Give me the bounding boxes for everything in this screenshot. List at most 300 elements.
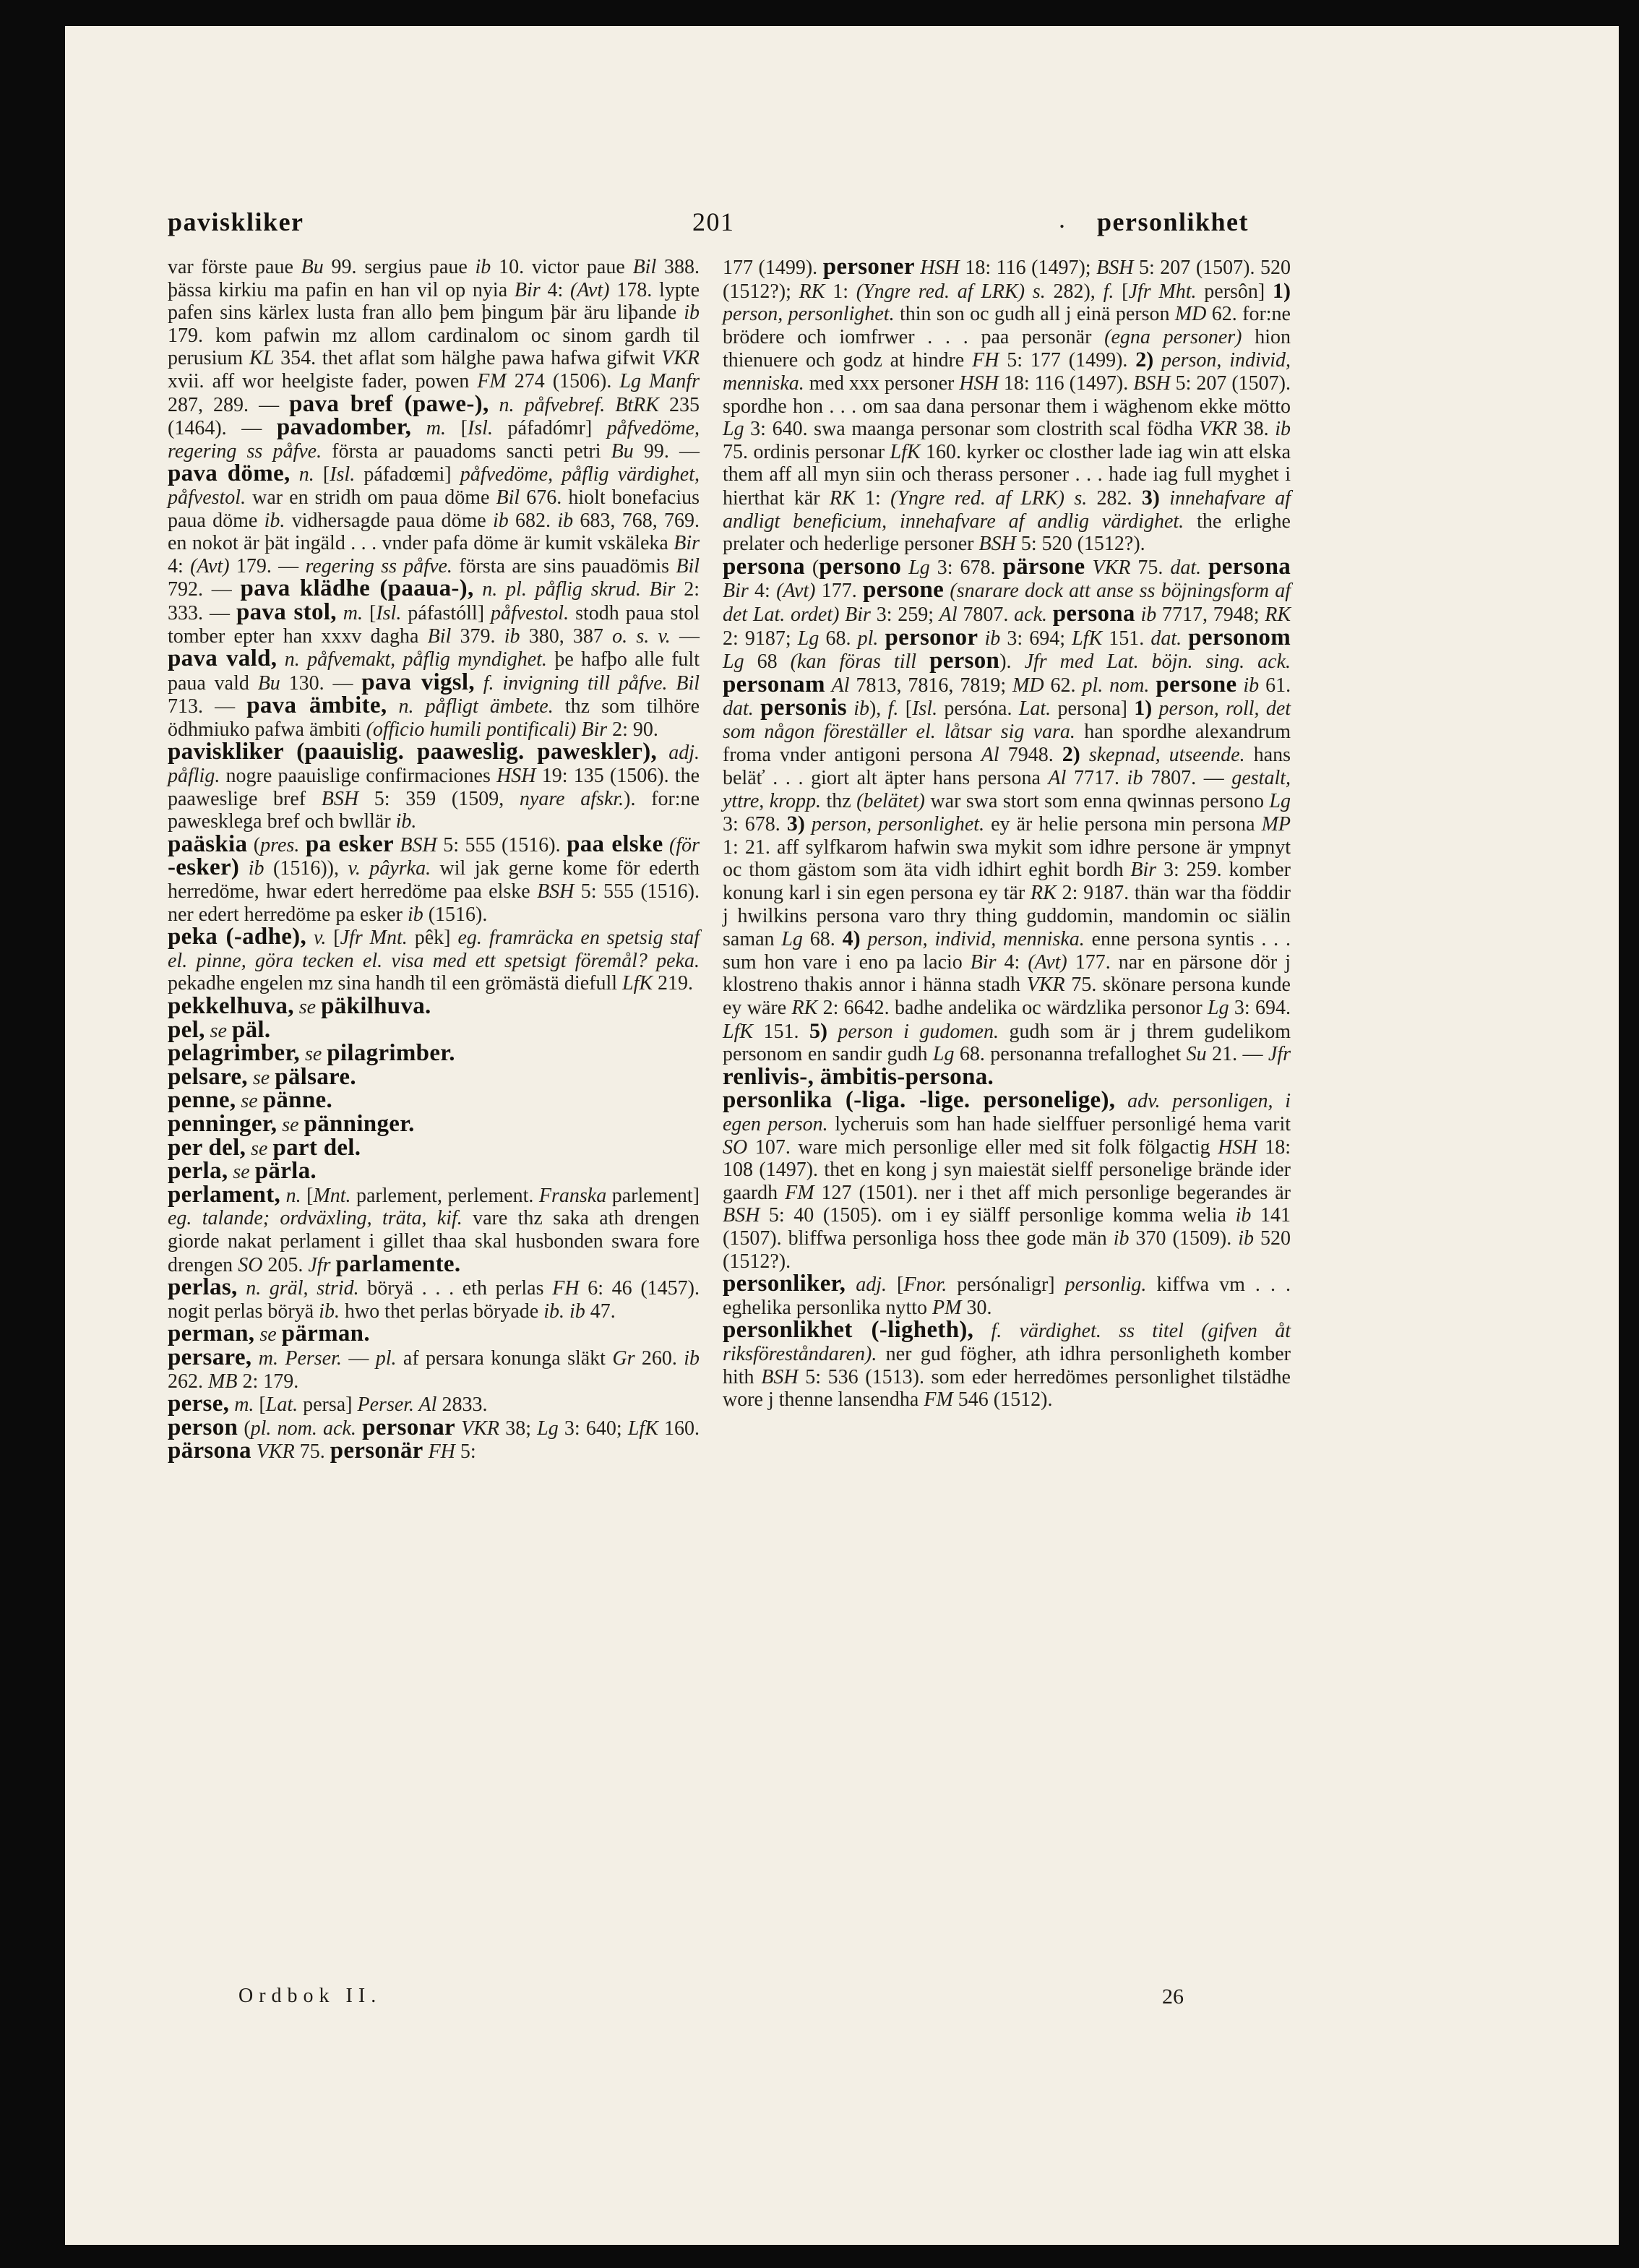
italic-text: BSH: [978, 533, 1016, 556]
headword: persone: [863, 577, 945, 603]
entry-text: 5: 555 (1516).: [436, 833, 567, 856]
italic-text: ib: [684, 1346, 700, 1370]
entry-text: [238, 1277, 246, 1300]
italic-text: Bu: [257, 671, 280, 695]
italic-text: n. gräl, strid.: [246, 1277, 359, 1300]
entry-text: [277, 648, 284, 671]
italic-text: Franska: [538, 1184, 607, 1207]
italic-text: (Avt): [776, 580, 816, 603]
entry-text: 5:: [455, 1440, 476, 1464]
entry-text: 682.: [508, 509, 558, 532]
italic-text: RK: [799, 280, 825, 303]
entry-text: [: [1114, 280, 1129, 303]
entry-text: persóna.: [937, 697, 1019, 721]
italic-text: skepnad, utseende.: [1088, 744, 1245, 767]
italic-text: Lat.: [1018, 697, 1051, 721]
headword: perla,: [168, 1158, 228, 1185]
dictionary-entry: [723, 1319, 1291, 1411]
italic-text: (egna personer): [1104, 325, 1242, 348]
entry-text: 75. ordinis personar: [723, 440, 890, 463]
italic-text: Lg Manfr: [619, 369, 700, 392]
entry-text: 5: 177 (1499).: [999, 349, 1136, 372]
italic-text: ib: [1113, 1227, 1130, 1250]
italic-text: se: [259, 1323, 277, 1346]
dictionary-entry: [168, 1181, 700, 1277]
italic-text: se: [298, 996, 317, 1018]
entry-text: [227, 1020, 232, 1042]
headword: per del,: [168, 1134, 246, 1161]
entry-text: [663, 834, 669, 856]
entry-text: [1153, 349, 1161, 371]
headword: personer: [822, 254, 915, 280]
italic-text: Lg: [797, 627, 820, 650]
italic-text: eg. framräcka en spetsig staf el. pinne, göra tecken el. visa med ett spetsigt föremål? peka.: [168, 927, 700, 972]
sense-number: 2): [1062, 742, 1080, 767]
headword: personlika (-liga. -lige. personelige),: [723, 1087, 1116, 1114]
dictionary-entry: [168, 926, 700, 995]
italic-text: BSH: [723, 1204, 760, 1227]
entry-text: 219.: [653, 972, 694, 995]
headword: personliker,: [723, 1271, 846, 1297]
entry-text: nogre paauislige confirmaciones: [220, 765, 497, 788]
entry-text: var förste paue: [168, 256, 301, 278]
italic-text: Bir: [674, 532, 700, 555]
entry-text: 178. lypte pafen sins kärlex lusta fran allo þem þingum þär äru liþande: [168, 278, 700, 325]
entry-text: 287, 289. —: [168, 393, 290, 416]
entry-text: 7807. —: [1143, 767, 1232, 790]
headword: pava vigsl,: [361, 669, 475, 695]
italic-text: dat.: [723, 697, 754, 721]
entry-text: [657, 742, 668, 764]
italic-text: n.: [285, 1184, 301, 1207]
italic-text: f.: [1103, 280, 1114, 303]
entry-text: [901, 557, 908, 579]
entry-text: [1080, 744, 1089, 766]
entry-text: [337, 602, 343, 624]
headword: renlivis-, ämbitis-persona.: [723, 1063, 994, 1090]
italic-text: f.: [887, 697, 899, 721]
entry-text: 282),: [1045, 280, 1104, 303]
entry-text: 3: 259;: [870, 603, 939, 626]
entry-text: war en stridh om paua döme: [246, 486, 496, 509]
entry-text: 5: 555 (1516). ner edert herredöme pa esker: [168, 880, 700, 926]
headword: pava bref (pawe-),: [289, 390, 489, 417]
headword: pa esker: [305, 830, 394, 857]
entry-text: af persara konunga släkt: [396, 1346, 613, 1370]
entry-text: xvii. aff wor heelgiste fader, powen: [168, 369, 478, 392]
italic-text: m.: [343, 601, 363, 624]
headword: persone: [1156, 671, 1237, 697]
entry-text: 7717, 7948;: [1156, 603, 1265, 626]
italic-text: VKR: [461, 1417, 500, 1440]
headword: pavadomber,: [276, 414, 412, 441]
italic-text: Bir: [514, 278, 541, 301]
entry-text: 160. kyrker oc closther lade iag win att elska them aff all myn siin och therass personer . . . hade iag full myghet i hierthat kär: [723, 440, 1291, 510]
italic-text: (Avt): [1028, 950, 1067, 974]
italic-text: Isl.: [467, 417, 493, 440]
italic-text: Jfr Mht.: [1128, 280, 1197, 303]
entry-text: [: [301, 1184, 314, 1207]
headword: perman,: [168, 1320, 255, 1347]
entry-text: [: [898, 697, 913, 721]
italic-text: se: [304, 1043, 322, 1066]
entry-text: [423, 1440, 429, 1463]
entry-text: 61.: [1259, 674, 1291, 697]
entry-text: 3: 640;: [558, 1417, 628, 1440]
italic-text: ib. ib: [543, 1300, 585, 1323]
dictionary-entry: [723, 553, 1291, 1090]
italic-text: SO: [238, 1253, 263, 1276]
italic-text: SO: [723, 1135, 748, 1159]
entry-text: 1:: [825, 280, 856, 303]
headword: pava stol,: [236, 598, 337, 625]
italic-text: se: [241, 1090, 258, 1113]
italic-text: person i gudomen.: [838, 1020, 999, 1043]
entry-text: stodh paua stol tomber epter han xxxv dagha: [168, 601, 700, 648]
italic-text: RK: [1031, 882, 1057, 905]
entry-text: hans beläť . . . giort alt äpter hans persona: [723, 744, 1291, 790]
italic-text: eg. talande; ordväxling, träta, kif.: [168, 1207, 463, 1230]
italic-text: BSH: [537, 880, 575, 903]
italic-text: Lg: [908, 556, 930, 579]
italic-text: RK: [1265, 603, 1291, 626]
italic-text: Lg: [1269, 789, 1291, 812]
entry-text: [356, 1417, 362, 1440]
headword: parlamente.: [335, 1250, 461, 1277]
italic-text: person, personlighet.: [723, 303, 895, 326]
headword: päl.: [231, 1016, 271, 1043]
italic-text: Bil: [676, 554, 700, 577]
italic-text: Bil: [496, 486, 520, 509]
entry-text: persôn]: [1196, 280, 1273, 303]
italic-text: f. invigning till påfve. Bil: [483, 671, 700, 695]
headword: pava vald,: [168, 645, 278, 672]
sense-number: 1): [1134, 696, 1153, 721]
headword: personis: [760, 695, 847, 721]
entry-text: 683, 768, 769. en nokot är þät ingäld . . . vnder pafa döme är kumit vskäleka: [168, 509, 700, 555]
entry-text: the erlighe prelater och hederlige personer: [723, 510, 1291, 556]
italic-text: n. påfvebref. BtRK: [499, 393, 659, 416]
italic-text: Bir: [723, 580, 749, 603]
italic-text: VKR: [1026, 974, 1065, 997]
italic-text: ib: [1243, 674, 1260, 697]
headword: persona: [723, 553, 805, 580]
entry-text: hion thienuere och godz at hindre: [723, 325, 1291, 372]
italic-text: se: [282, 1113, 299, 1136]
entry-text: pêk]: [407, 927, 458, 950]
entry-text: 2: 6642. badhe andelika oc wärdzlika personor: [817, 997, 1208, 1019]
entry-text: 151.: [753, 1020, 809, 1043]
entry-text: 370 (1509).: [1129, 1227, 1239, 1250]
headword: persare,: [168, 1344, 252, 1370]
headword: pärla.: [254, 1158, 317, 1185]
italic-text: VKR: [256, 1440, 295, 1464]
italic-text: Bil: [632, 256, 657, 278]
entry-text: 5: 207 (1507). spordhe hon . . . om saa dana personar them i wäghenom ekke mötto: [723, 371, 1291, 418]
headword: person: [168, 1414, 238, 1440]
entry-text: (: [804, 556, 820, 579]
italic-text: MP: [1261, 813, 1291, 836]
entry-text: 62. for:ne brödere och iomfrwer . . . paa personär: [723, 303, 1291, 348]
italic-text: se: [251, 1137, 268, 1160]
entry-text: vidhersagde paua döme: [285, 509, 493, 532]
entry-text: 10. victor paue: [491, 256, 633, 278]
entry-text: persónaligr]: [947, 1273, 1065, 1297]
entry-text: [: [314, 463, 330, 486]
entry-text: 2: 9187;: [723, 627, 798, 650]
entry-text: 38;: [499, 1417, 538, 1440]
entry-text: 18: 116 (1497).: [998, 371, 1134, 395]
headword: persona: [1208, 553, 1291, 580]
italic-text: Perser. Al: [357, 1393, 437, 1417]
entry-text: 177 (1499).: [723, 257, 823, 279]
italic-text: se: [210, 1019, 227, 1042]
italic-text: FH: [972, 349, 999, 372]
italic-text: BSH: [400, 833, 437, 856]
entry-text: 2: 333. —: [168, 578, 700, 624]
italic-text: påfvedöme, regering ss påfve.: [168, 417, 700, 463]
dictionary-entry: [168, 1042, 700, 1066]
headword: pava döme,: [168, 460, 291, 487]
entry-text: parlement]: [606, 1184, 700, 1207]
italic-text: ib.: [319, 1300, 340, 1323]
headword: peka (-adhe),: [168, 924, 307, 950]
entry-text: 274 (1506).: [506, 369, 620, 392]
headword: person: [929, 648, 1000, 674]
header-dot: .: [1059, 205, 1065, 233]
headword: persona: [1052, 600, 1135, 627]
italic-text: HSH: [920, 257, 960, 279]
italic-text: Mnt.: [313, 1184, 351, 1207]
headword: pärsona: [168, 1438, 251, 1464]
italic-text: ib: [1140, 603, 1157, 626]
signature-mark: Ordbok II.: [238, 1985, 382, 2007]
dictionary-entry: [168, 830, 700, 926]
dictionary-entry: [168, 1063, 700, 1090]
italic-text: HSH: [959, 371, 999, 395]
entry-text: ),: [869, 697, 888, 721]
entry-text: thz: [821, 789, 857, 812]
italic-text: Fnor.: [903, 1273, 947, 1297]
italic-text: påfvestol.: [491, 601, 569, 624]
entry-text: thin son oc gudh all j einä person: [894, 303, 1175, 326]
entry-text: [250, 1161, 255, 1183]
header-last-word: personlikhet: [1097, 207, 1249, 236]
italic-text: ack.: [1014, 603, 1048, 626]
italic-text: ib: [492, 509, 509, 532]
headword: part del.: [272, 1134, 361, 1161]
sense-number: 1): [1273, 278, 1291, 303]
entry-text: 179. —: [229, 554, 306, 577]
entry-text: [1149, 674, 1156, 697]
italic-text: (Yngre red. af LRK) s.: [890, 486, 1088, 510]
entry-text: [1160, 487, 1169, 510]
italic-text: ib: [248, 857, 264, 880]
entry-text: 177. nar en pärsone dör j klostreno thakis annor i hänna stadh: [723, 950, 1291, 997]
headword: pel,: [168, 1016, 205, 1043]
entry-text: [846, 1273, 856, 1296]
italic-text: FH: [552, 1277, 580, 1300]
dictionary-entry: [723, 1089, 1291, 1273]
entry-text: [827, 1021, 838, 1043]
entry-text: persa]: [298, 1393, 358, 1417]
italic-text: VKR: [661, 347, 700, 370]
entry-text: [239, 857, 249, 880]
entry-text: 1:: [855, 486, 891, 510]
italic-text: dat.: [1150, 627, 1182, 650]
entry-text: páfastóll]: [401, 601, 491, 624]
dictionary-entry: [168, 995, 700, 1019]
entry-text: [306, 927, 314, 949]
italic-text: Jfr med Lat. böjn. sing. ack.: [1024, 650, 1291, 674]
entry-text: [1152, 697, 1158, 720]
dictionary-entry: [168, 1110, 700, 1137]
italic-text: v.: [313, 927, 327, 950]
headword: personär: [330, 1438, 423, 1464]
entry-text: 205.: [262, 1253, 309, 1276]
italic-text: Bir: [1130, 859, 1157, 882]
header-first-word: paviskliker: [168, 207, 304, 236]
entry-text: 177.: [815, 580, 864, 603]
entry-text: han spordhe alexandrum froma vnder antigoni persona: [723, 720, 1291, 767]
entry-text: ey är helie persona min persona: [984, 813, 1262, 836]
entry-text: persona]: [1051, 697, 1135, 721]
italic-text: m.: [426, 417, 447, 440]
italic-text: pl. nom. ack.: [250, 1417, 356, 1440]
italic-text: (för: [669, 833, 700, 856]
italic-text: pl. nom.: [1082, 674, 1150, 697]
dictionary-entry: [168, 1016, 700, 1043]
italic-text: ib: [684, 301, 700, 325]
italic-text: Lat.: [265, 1393, 298, 1417]
dictionary-entry: [168, 1393, 700, 1417]
italic-text: påfvedöme, påflig värdighet, påfvestol.: [168, 463, 700, 509]
entry-text: 3: 259. komber konung karl i sin egen persona ey tär: [723, 859, 1291, 905]
entry-text: gudh som är j threm gudelikom personom en sandir gudh: [723, 1020, 1291, 1066]
italic-text: person, roll, det som någon föreställer el. låtsar sig vara.: [723, 697, 1291, 743]
entry-text: 235 (1464). —: [168, 393, 700, 440]
sense-number: 3): [786, 812, 805, 836]
entry-text: [300, 1043, 305, 1065]
italic-text: VKR: [1092, 556, 1131, 579]
italic-text: regering ss påfve.: [305, 554, 452, 577]
entry-text: 4:: [168, 554, 191, 577]
dictionary-entry: [723, 1273, 1291, 1319]
italic-text: Al: [1048, 767, 1067, 790]
italic-text: Al: [831, 674, 850, 697]
headword: pekkelhuva,: [168, 993, 294, 1019]
headword: paa elske: [567, 830, 663, 857]
entry-text: páfadœmi]: [355, 463, 460, 486]
italic-text: FH: [428, 1440, 455, 1464]
dictionary-entry: [168, 1346, 700, 1393]
entry-text: 5: 520 (1512?).: [1015, 533, 1145, 556]
entry-text: 75. skönare persona kunde ey wäre: [723, 974, 1291, 1019]
italic-text: se: [233, 1161, 250, 1184]
italic-text: ib: [984, 627, 1001, 650]
italic-text: n. pl. påflig skrud. Bir: [482, 578, 676, 601]
entry-text: [: [886, 1273, 904, 1297]
entry-text: 160.: [658, 1417, 700, 1440]
entry-text: 19: 135 (1506). the paaweslige bref: [168, 765, 700, 810]
entry-text: 2: 90.: [607, 718, 658, 741]
entry-text: 5: 536 (1513). som eder herredömes personlighet tilstädhe wore j thenne lansendha: [723, 1365, 1291, 1412]
headword: -esker): [168, 854, 240, 881]
italic-text: (belätet): [856, 789, 925, 812]
italic-text: person, individ, menniska.: [867, 928, 1085, 951]
headword: penninger,: [168, 1110, 278, 1137]
headword: pava ämbite,: [246, 692, 387, 719]
italic-text: ib.: [395, 810, 417, 833]
entry-text: [258, 1090, 263, 1112]
italic-text: MD: [1174, 303, 1207, 326]
italic-text: ib: [853, 697, 869, 721]
italic-text: Isl.: [912, 697, 938, 721]
page-number: 201: [692, 207, 735, 236]
entry-text: 99. sergius paue: [323, 256, 476, 278]
italic-text: pres.: [260, 833, 300, 856]
italic-text: Jfr: [308, 1253, 331, 1276]
entry-text: parlement, perlement.: [350, 1184, 539, 1207]
entry-text: enne persona syntis . . . sum hon vare i eno pa lacio: [723, 928, 1291, 974]
entry-text: böryä . . . eth perlas: [358, 1277, 553, 1300]
entry-text: 3: 694;: [1000, 627, 1072, 650]
entry-text: páfadómr]: [492, 417, 607, 440]
italic-text: innehafvare af andligt beneficium, innehafvare af andlig värdighet.: [723, 486, 1291, 533]
italic-text: Jfr: [1268, 1043, 1291, 1066]
italic-text: v. pâyrka.: [348, 857, 431, 880]
italic-text: BSH: [1133, 371, 1171, 395]
italic-text: nyare afskr.: [519, 787, 624, 810]
entry-text: [1182, 627, 1188, 650]
entry-text: 7813, 7816, 7819;: [849, 674, 1013, 697]
entry-text: 520 (1512?).: [723, 1227, 1291, 1273]
headword: pärsone: [1002, 553, 1085, 580]
headword: pänninger.: [304, 1110, 415, 1137]
italic-text: (kan föras till: [790, 650, 917, 674]
entry-text: 99. —: [633, 439, 700, 463]
italic-text: dat.: [1170, 556, 1202, 579]
italic-text: LfK: [622, 972, 653, 995]
italic-text: BSH: [1096, 257, 1134, 279]
entry-text: 4:: [996, 950, 1028, 974]
italic-text: Isl.: [376, 601, 402, 624]
entry-text: 3: 678.: [723, 813, 787, 836]
dictionary-entry: [168, 1160, 700, 1184]
italic-text: adj. påflig.: [168, 742, 700, 788]
italic-text: Gr: [612, 1346, 635, 1370]
italic-text: LfK: [890, 440, 921, 463]
entry-text: 676. hiolt bonefacius paua döme: [168, 486, 700, 532]
entry-text: [248, 1067, 253, 1089]
italic-text: se: [252, 1066, 270, 1089]
italic-text: LfK: [723, 1020, 754, 1043]
entry-text: [299, 834, 305, 856]
entry-text: 354. thet aflat som hälghe pawa hafwa gifwit: [274, 347, 662, 370]
italic-text: f. värdighet. ss titel (gifven åt riksföreståndaren).: [723, 1320, 1291, 1365]
headword: pava klädhe (paaua-),: [240, 575, 474, 602]
entry-text: 262.: [168, 1370, 208, 1393]
italic-text: ib: [1275, 418, 1291, 441]
entry-text: 713. —: [168, 695, 247, 718]
italic-text: Su: [1186, 1043, 1207, 1066]
italic-text: person, individ, menniska.: [723, 349, 1291, 395]
entry-text: 130. —: [280, 671, 362, 695]
headword: pärman.: [281, 1320, 370, 1347]
italic-text: KL: [249, 347, 275, 370]
italic-text: (Avt): [190, 554, 230, 577]
dictionary-entry: [168, 1414, 700, 1464]
